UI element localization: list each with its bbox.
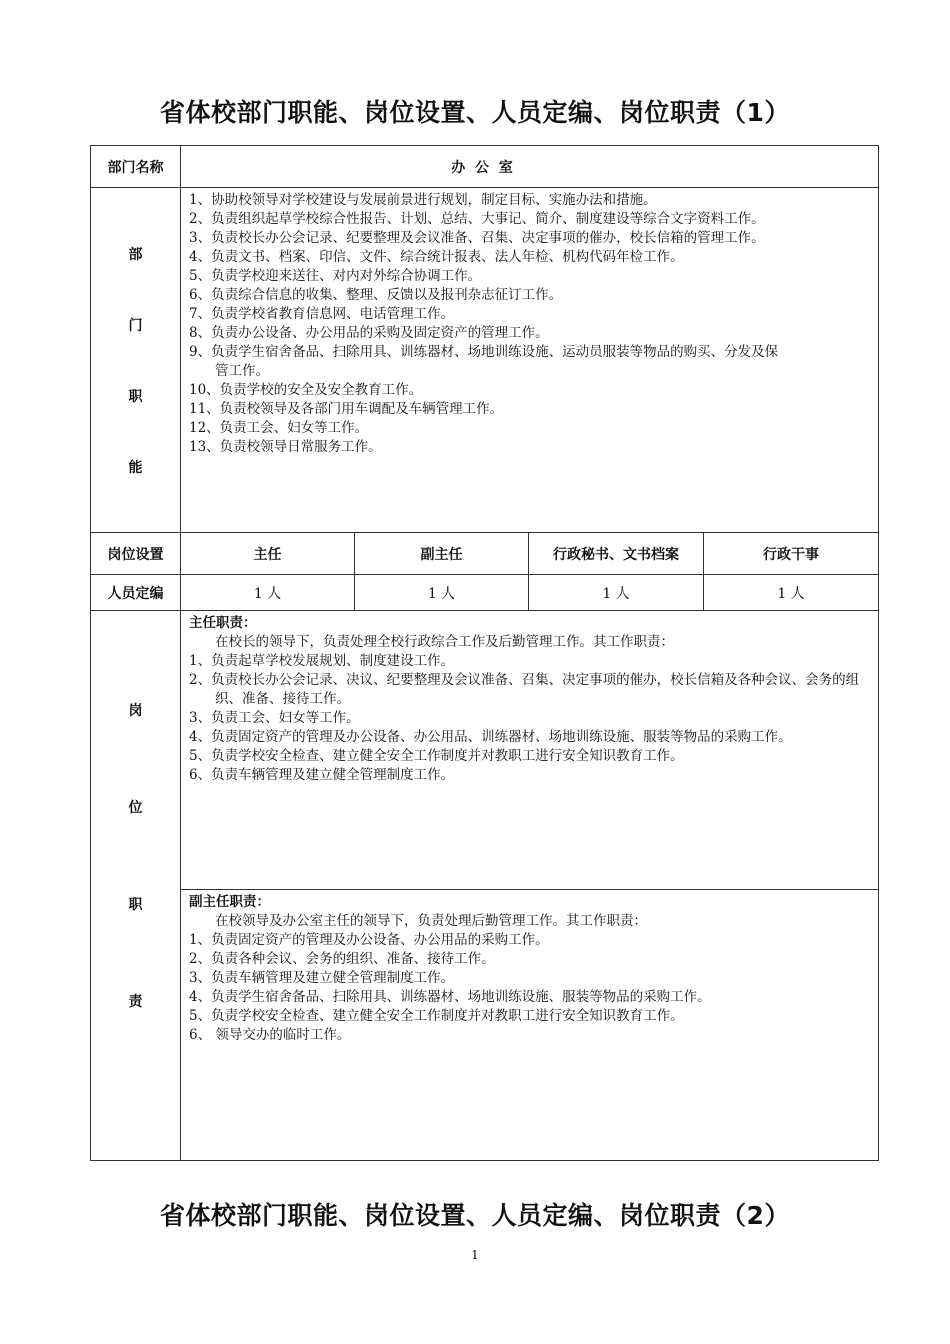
deputy-duties-cell <box>181 890 879 1161</box>
deputy-duty-item: 1、负责固定资产的管理及办公设备、办公用品的采购工作。 <box>189 932 549 948</box>
function-item: 1、协助校领导对学校建设与发展前景进行规划，制定目标、实施办法和措施。 <box>189 192 657 208</box>
deputy-duty-item: 5、负责学校安全检查、建立健全安全工作制度并对教职工进行安全知识教育工作。 <box>189 1008 684 1024</box>
position-director: 主任 <box>181 533 355 575</box>
director-duties-heading: 主任职责： <box>189 615 257 631</box>
deputy-duty-item: 6、 领导交办的临时工作。 <box>189 1027 351 1043</box>
deputy-duty-item: 4、负责学生宿舍备品、扫除用具、训练器材、场地训练设施、服装等物品的采购工作。 <box>189 989 711 1005</box>
deputy-duties-intro: 在校领导及办公室主任的领导下，负责处理后勤管理工作。其工作职责： <box>215 913 647 929</box>
function-item: 6、负责综合信息的收集、整理、反馈以及报刊杂志征订工作。 <box>189 287 563 303</box>
position-deputy: 副主任 <box>355 533 529 575</box>
director-duty-item: 4、负责固定资产的管理及办公设备、办公用品、训练器材、场地训练设施、服装等物品的采购工作。 <box>189 729 792 745</box>
functions-label-char: 门 <box>128 317 143 334</box>
page-title-2: 省体校部门职能、岗位设置、人员定编、岗位职责（2） <box>160 1201 790 1230</box>
functions-cell <box>181 188 879 533</box>
function-item: 8、负责办公设备、办公用品的采购及固定资产的管理工作。 <box>189 325 549 341</box>
functions-label-char: 能 <box>128 459 143 476</box>
positions-label: 岗位设置 <box>91 533 181 575</box>
functions-label-char: 职 <box>128 388 143 405</box>
functions-label-char: 部 <box>128 246 143 263</box>
function-item: 3、负责校长办公会记录、纪要整理及会议准备、召集、决定事项的催办，校长信箱的管理工作。 <box>189 230 765 246</box>
dept-name-value <box>181 146 879 188</box>
deputy-duties-list <box>189 931 870 1045</box>
responsibility-table <box>90 145 879 1161</box>
director-duty-item: 5、负责学校安全检查、建立健全安全工作制度并对教职工进行安全知识教育工作。 <box>189 748 684 764</box>
function-item: 12、负责工会、妇女等工作。 <box>189 420 369 436</box>
function-item: 管工作。 <box>215 363 269 379</box>
function-item: 13、负责校领导日常服务工作。 <box>189 439 382 455</box>
page-title: 省体校部门职能、岗位设置、人员定编、岗位职责（1） <box>160 98 790 127</box>
page-number: 1 <box>471 1248 479 1262</box>
staffing-director: 1 人 <box>181 575 355 611</box>
director-duties-cell <box>181 611 879 890</box>
duties-label-char: 责 <box>128 994 143 1011</box>
dept-name-text: 办 公 室 <box>451 159 513 176</box>
staffing-deputy: 1 人 <box>355 575 529 611</box>
function-item: 10、负责学校的安全及安全教育工作。 <box>189 382 423 398</box>
director-duty-item: 1、负责起草学校发展规划、制度建设工作。 <box>189 653 455 669</box>
duties-label <box>91 611 181 1161</box>
staffing-secretary: 1 人 <box>529 575 704 611</box>
function-item: 7、负责学校省教育信息网、电话管理工作。 <box>189 306 455 322</box>
duties-label-char: 岗 <box>128 702 143 719</box>
function-item: 2、负责组织起草学校综合性报告、计划、总结、大事记、简介、制度建设等综合文字资料工作。 <box>189 211 765 227</box>
function-item: 4、负责文书、档案、印信、文件、综合统计报表、法人年检、机构代码年检工作。 <box>189 249 684 265</box>
position-secretary: 行政秘书、文书档案 <box>529 533 704 575</box>
director-duties-list <box>189 652 870 785</box>
deputy-duty-item: 3、负责车辆管理及建立健全管理制度工作。 <box>189 970 455 986</box>
functions-list <box>181 188 878 457</box>
director-duties-intro: 在校长的领导下，负责处理全校行政综合工作及后勤管理工作。其工作职责： <box>215 634 674 650</box>
duties-label-char: 职 <box>128 897 143 914</box>
position-officer: 行政干事 <box>704 533 879 575</box>
duties-label-char: 位 <box>128 799 143 816</box>
function-item: 9、负责学生宿舍备品、扫除用具、训练器材、场地训练设施、运动员服装等物品的购买、分发及保 <box>189 344 779 360</box>
dept-name-label: 部门名称 <box>91 146 181 188</box>
deputy-duty-item: 2、负责各种会议、会务的组织、准备、接待工作。 <box>189 951 495 967</box>
director-duty-item: 6、负责车辆管理及建立健全管理制度工作。 <box>189 767 455 783</box>
functions-label <box>91 188 181 533</box>
director-duty-item: 3、负责工会、妇女等工作。 <box>189 710 360 726</box>
function-item: 5、负责学校迎来送往、对内对外综合协调工作。 <box>189 268 482 284</box>
function-item: 11、负责校领导及各部门用车调配及车辆管理工作。 <box>189 401 504 417</box>
staffing-officer: 1 人 <box>704 575 879 611</box>
deputy-duties-heading: 副主任职责： <box>189 894 270 910</box>
staffing-label: 人员定编 <box>91 575 181 611</box>
director-duty-item: 2、负责校长办公会记录、决议、纪要整理及会议准备、召集、决定事项的催办，校长信箱及各种会议、会务的组织、准备、接待工作。 <box>189 672 860 707</box>
